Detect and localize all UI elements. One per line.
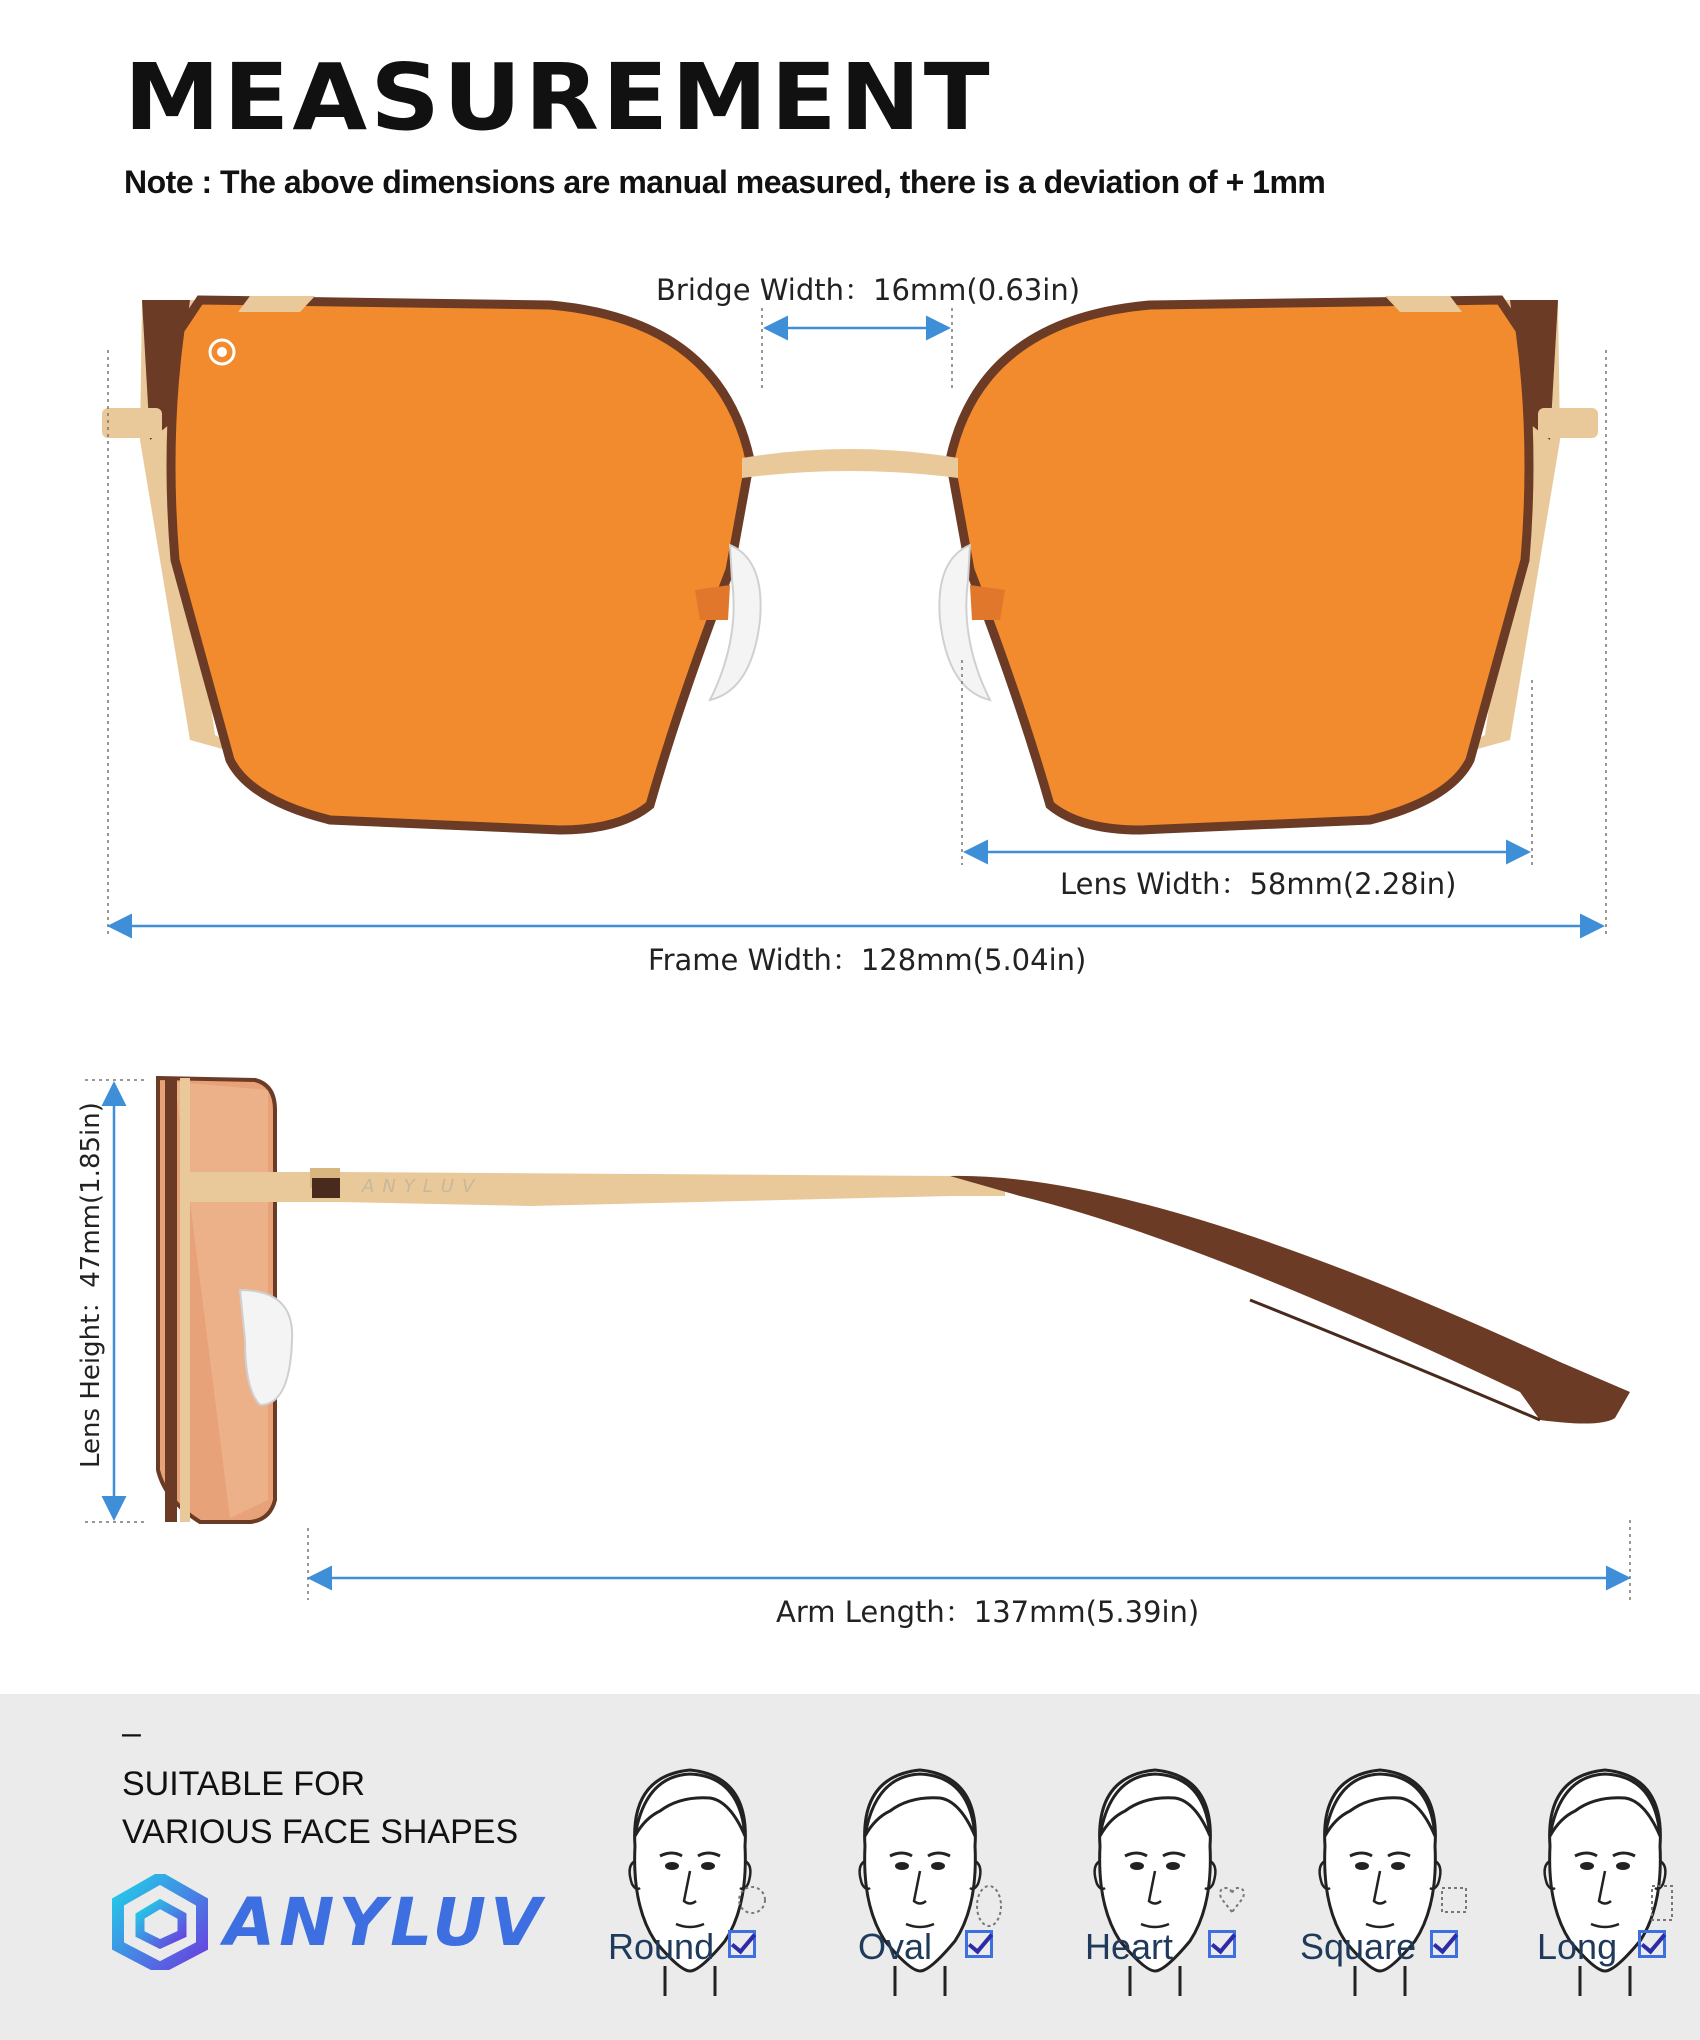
brand-name: ANYLUV xyxy=(224,1883,546,1961)
oval-outline-icon xyxy=(975,1884,1005,1928)
measurement-note: Note : The above dimensions are manual measured, there is a deviation of + 1mm xyxy=(124,164,1326,200)
lens-height-label: Lens Height：47mm(1.85in) xyxy=(76,1102,106,1468)
suitable-heading xyxy=(122,1760,518,1856)
bridge-width-label: Bridge Width：16mm(0.63in) xyxy=(656,273,1081,307)
face-heart-illustration xyxy=(1055,1756,1255,2006)
suitable-line-1: SUITABLE FOR xyxy=(122,1765,366,1803)
side-view-glasses xyxy=(158,1078,1630,1522)
front-view-glasses xyxy=(102,296,1598,830)
checkmark-icon xyxy=(1208,1930,1236,1958)
checkmark-icon xyxy=(1430,1930,1458,1958)
anyluv-logo-icon xyxy=(110,1874,210,1970)
face-label-heart: Heart xyxy=(1085,1926,1174,1967)
arm-length-label: Arm Length：137mm(5.39in) xyxy=(776,1595,1200,1629)
circle-outline-icon xyxy=(738,1884,768,1928)
face-label-long: Long xyxy=(1537,1926,1618,1967)
page-title: MEASUREMENT xyxy=(124,44,993,151)
suitable-line-2: VARIOUS FACE SHAPES xyxy=(122,1813,519,1851)
brand-logo xyxy=(110,1874,545,1970)
face-shapes-section xyxy=(0,1694,1700,2040)
lens-width-label: Lens Width：58mm(2.28in) xyxy=(1060,867,1457,901)
checkmark-icon xyxy=(965,1930,993,1958)
face-oval-illustration xyxy=(820,1756,1020,2006)
checkmark-icon xyxy=(1638,1930,1666,1958)
section-dash: – xyxy=(122,1714,141,1752)
face-long-illustration xyxy=(1505,1756,1700,2006)
square-outline-icon xyxy=(1440,1884,1470,1928)
face-label-square: Square xyxy=(1300,1926,1417,1967)
face-label-oval: Oval xyxy=(858,1926,933,1967)
heart-outline-icon xyxy=(1218,1884,1248,1928)
face-label-round: Round xyxy=(608,1926,715,1967)
face-square-illustration xyxy=(1280,1756,1480,2006)
face-round-illustration xyxy=(590,1756,790,2006)
frame-width-label: Frame Width：128mm(5.04in) xyxy=(648,943,1087,977)
rectangle-outline-icon xyxy=(1648,1884,1678,1928)
checkmark-icon xyxy=(728,1930,756,1958)
temple-brand-text: ANYLUV xyxy=(362,1176,483,1197)
